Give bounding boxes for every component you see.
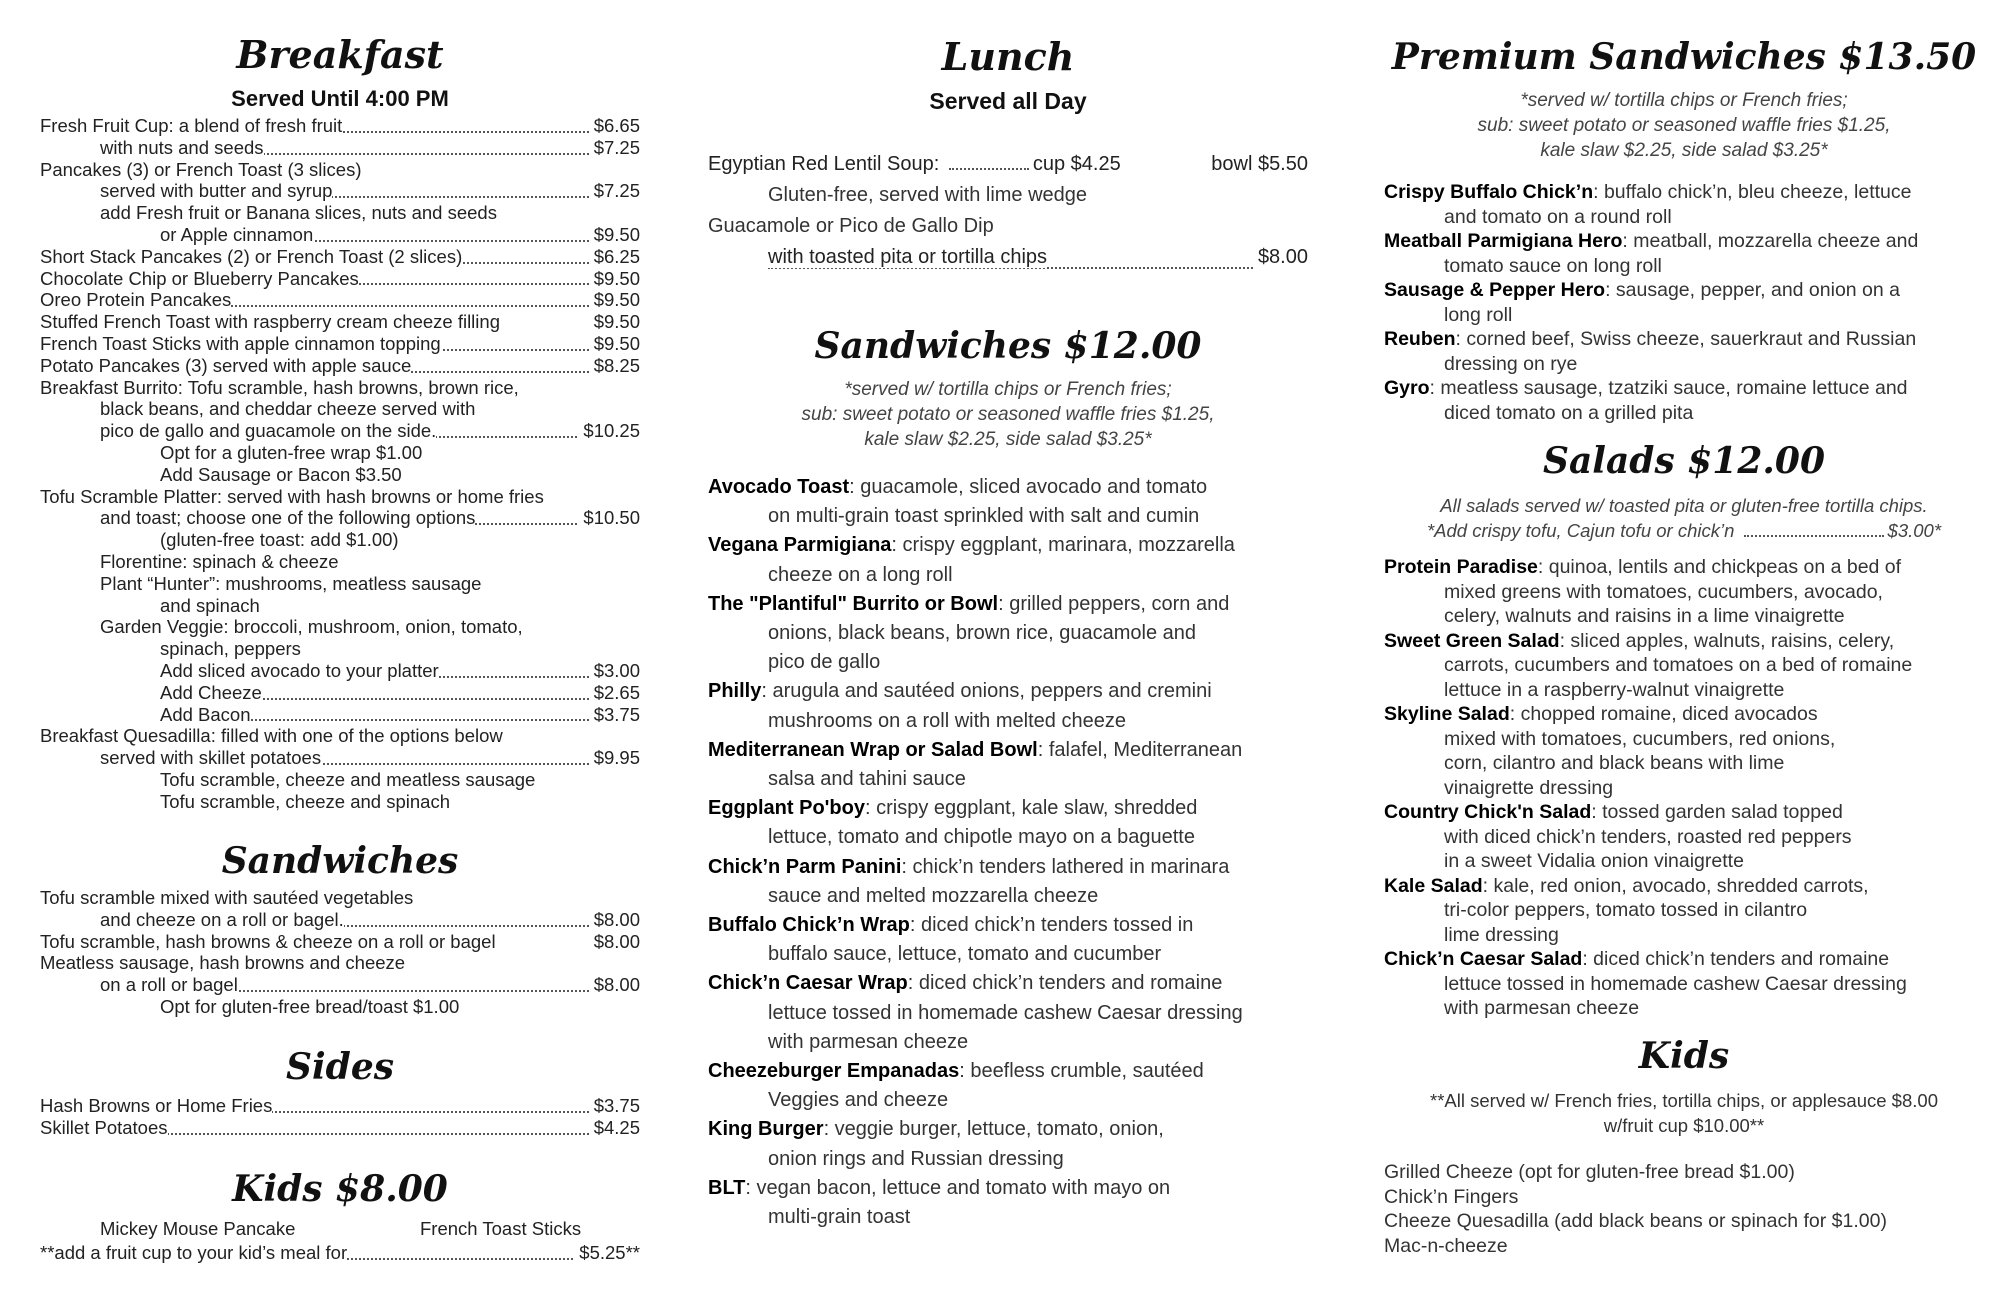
menu-line xyxy=(40,551,640,573)
menu-line-text: Breakfast Quesadilla: filled with one of the options below xyxy=(40,725,503,747)
menu-line-text: Pancakes (3) or French Toast (3 slices) xyxy=(40,158,362,180)
menu-line-price: $4.25 xyxy=(590,1117,640,1139)
menu-item-desc-cont: mixed greens with tomatoes, cucumbers, avocado, xyxy=(1444,580,1883,603)
menu-item-desc: : beefless crumble, sautéed xyxy=(959,1060,1204,1083)
soup-line xyxy=(708,149,1308,180)
kids-right-notes: **All served w/ French fries, tortilla chips, or applesauce $8.00 w/fruit cup $10.00** xyxy=(1430,1090,1938,1136)
menu-line-text: Tofu scramble, cheeze and meatless sausage xyxy=(160,768,536,790)
menu-line-text: and toast; choose one of the following options xyxy=(100,507,476,529)
menu-line xyxy=(40,224,640,246)
menu-line-text: Florentine: spinach & cheeze xyxy=(100,550,339,572)
menu-line-text: Breakfast Burrito: Tofu scramble, hash browns, brown rice, xyxy=(40,376,519,398)
kids-right-title: Kids xyxy=(1638,1035,1730,1077)
menu-line xyxy=(40,573,640,595)
salads-notes: All salads served w/ toasted pita or gluten-free tortilla chips. *Add crispy tofu, Cajun tofu or chick’n $3.00* xyxy=(1384,493,1984,543)
menu-item xyxy=(1384,327,1984,376)
menu-item-name: BLT xyxy=(708,1176,746,1199)
menu-line xyxy=(40,595,640,617)
menu-item-desc-cont: on multi-grain toast sprinkled with salt and cumin xyxy=(768,505,1200,528)
menu-line xyxy=(40,952,640,974)
menu-line-text: (gluten-free toast: add $1.00) xyxy=(160,529,399,551)
menu-item-desc-cont: carrots, cucumbers and tomatoes on a bed of romaine xyxy=(1444,654,1913,676)
menu-item xyxy=(708,531,1308,589)
menu-line-text: with nuts and seeds xyxy=(100,136,264,158)
menu-line xyxy=(40,442,640,464)
menu-item xyxy=(708,911,1308,969)
soup-bowl-price: bowl $5.50 xyxy=(1211,153,1308,175)
menu-item xyxy=(708,473,1308,531)
menu-item-desc: : sliced apples, walnuts, raisins, celery, xyxy=(1559,629,1895,652)
menu-item xyxy=(708,853,1308,911)
menu-item-name: Chick’n Parm Panini xyxy=(708,855,902,878)
menu-item-desc-cont: with parmesan cheeze xyxy=(768,1030,969,1053)
menu-item-desc: : quinoa, lentils and chickpeas on a bed of xyxy=(1537,556,1902,578)
sides-title: Sides xyxy=(285,1046,395,1088)
menu-line xyxy=(40,660,640,682)
menu-line-text: Add Bacon xyxy=(160,703,251,725)
menu-item-desc: : corned beef, Swiss cheeze, sauerkraut and Russian xyxy=(1455,328,1917,350)
kids-menu-item: Chick’n Fingers xyxy=(1384,1185,1519,1208)
menu-line xyxy=(40,137,640,159)
menu-line-text: pico de gallo and guacamole on the side. xyxy=(100,420,437,442)
menu-item-name: Sausage & Pepper Hero xyxy=(1384,279,1606,301)
menu-item-desc: : falafel, Mediterranean xyxy=(1037,738,1243,761)
sandwiches-left-title: Sandwiches xyxy=(221,840,459,882)
menu-item-name: Cheezeburger Empanadas xyxy=(708,1060,960,1083)
menu-line-price: $8.00 xyxy=(590,974,640,996)
menu-line-price: $7.25 xyxy=(590,180,640,202)
menu-line xyxy=(40,355,640,377)
menu-item-desc-cont: and tomato on a round roll xyxy=(1444,205,1672,228)
menu-item-name: Philly xyxy=(708,680,762,703)
menu-line xyxy=(40,887,640,909)
menu-item-desc-cont: corn, cilantro and black beans with lime xyxy=(1444,752,1785,774)
sandwiches-left-list xyxy=(40,887,640,1018)
menu-line xyxy=(40,311,640,333)
dip-name: Guacamole or Pico de Gallo Dip xyxy=(708,215,994,237)
menu-line xyxy=(40,289,640,311)
menu-item-desc: : arugula and sautéed onions, peppers and cremini xyxy=(761,680,1212,703)
menu-line xyxy=(40,377,640,399)
soup-name: Egyptian Red Lentil Soup: xyxy=(708,153,940,175)
menu-line-text: Tofu scramble mixed with sautéed vegetables xyxy=(40,887,414,908)
menu-line-text: Fresh Fruit Cup: a blend of fresh fruit xyxy=(40,115,343,136)
menu-item-name: Skyline Salad xyxy=(1384,703,1510,725)
sandwiches-mid-list xyxy=(708,473,1308,1232)
menu-line-text: on a roll or bagel xyxy=(100,974,238,996)
menu-item-desc-cont: buffalo sauce, lettuce, tomato and cucumber xyxy=(768,943,1162,966)
menu-item-name: Protein Paradise xyxy=(1384,556,1538,578)
menu-line-text: or Apple cinnamon xyxy=(160,223,314,245)
menu-line xyxy=(40,909,640,931)
breakfast-subtitle: Served Until 4:00 PM xyxy=(231,86,449,111)
menu-line xyxy=(40,616,640,638)
menu-item xyxy=(1384,229,1984,278)
menu-item-desc: : veggie burger, lettuce, tomato, onion, xyxy=(823,1118,1164,1141)
menu-item xyxy=(1384,278,1984,327)
menu-line xyxy=(40,159,640,181)
dip-line: with toasted pita or tortilla chips $8.00 xyxy=(708,242,1308,273)
menu-line xyxy=(40,725,640,747)
kids-right-list xyxy=(1384,1160,1984,1258)
sandwiches-mid-title: Sandwiches $12.00 xyxy=(814,325,1202,367)
menu-item-desc: : kale, red onion, avocado, shredded carrots, xyxy=(1482,874,1869,897)
menu-item-name: Kale Salad xyxy=(1384,874,1483,897)
menu-line xyxy=(40,529,640,551)
menu-item xyxy=(708,794,1308,852)
kids-item-french-toast: French Toast Sticks xyxy=(420,1218,582,1239)
menu-line xyxy=(40,1117,640,1139)
menu-item-desc-cont: onions, black beans, brown rice, guacamole and xyxy=(768,622,1197,645)
menu-item-name: Chick’n Caesar Wrap xyxy=(708,972,908,995)
menu-line-price: $8.25 xyxy=(590,355,640,377)
menu-item-desc-cont: in a sweet Vidalia onion vinaigrette xyxy=(1444,850,1744,872)
menu-line xyxy=(40,931,640,953)
menu-item-name: Eggplant Po'boy xyxy=(708,797,865,820)
premium-list xyxy=(1384,180,1984,425)
kids-item-pancake: Mickey Mouse Pancake xyxy=(100,1218,296,1239)
menu-item xyxy=(708,677,1308,735)
menu-line xyxy=(40,180,640,202)
menu-line xyxy=(40,268,640,290)
menu-line-text: Skillet Potatoes xyxy=(40,1116,168,1138)
menu-line-text: add Fresh fruit or Banana slices, nuts and seeds xyxy=(100,202,497,224)
menu-item-desc-cont: celery, walnuts and raisins in a lime vinaigrette xyxy=(1444,605,1845,627)
menu-item xyxy=(1384,555,1984,629)
menu-line-text: and spinach xyxy=(160,594,260,616)
menu-item-name: Gyro xyxy=(1384,377,1430,399)
menu-item-name: The "Plantiful" Burrito or Bowl xyxy=(708,592,999,615)
menu-item-desc: : buffalo chick’n, bleu cheeze, lettuce xyxy=(1593,181,1912,203)
menu-item-desc-cont: cheeze on a long roll xyxy=(768,563,953,586)
menu-item-desc-cont: onion rings and Russian dressing xyxy=(768,1147,1064,1170)
menu-item xyxy=(708,1174,1308,1232)
menu-line-text: Tofu scramble, hash browns & cheeze on a roll or bagel xyxy=(40,930,496,952)
breakfast-list xyxy=(40,115,640,813)
kids-left-title: Kids $8.00 xyxy=(232,1168,448,1210)
menu-item-desc-cont: salsa and tahini sauce xyxy=(768,768,966,791)
menu-item-desc-cont: tomato sauce on long roll xyxy=(1444,254,1662,277)
salads-title: Salads $12.00 xyxy=(1542,440,1826,482)
menu-line xyxy=(40,704,640,726)
menu-line-text: Oreo Protein Pancakes xyxy=(40,289,232,311)
menu-item-desc-cont: dressing on rye xyxy=(1444,352,1578,375)
menu-item-desc-cont: pico de gallo xyxy=(768,651,881,674)
menu-item-desc: : vegan bacon, lettuce and tomato with mayo on xyxy=(745,1176,1171,1199)
lunch-soup-dip xyxy=(708,149,1308,273)
menu-item-desc: : diced chick’n tenders and romaine xyxy=(907,972,1223,995)
menu-item-name: Mediterranean Wrap or Salad Bowl xyxy=(708,738,1038,761)
menu-line-text: Stuffed French Toast with raspberry cream cheeze filling xyxy=(40,311,500,333)
menu-line xyxy=(40,996,640,1018)
menu-item-desc: : crispy eggplant, marinara, mozzarella xyxy=(891,534,1235,557)
menu-item xyxy=(1384,629,1984,703)
menu-line-text: Short Stack Pancakes (2) or French Toast (2 slices) xyxy=(40,245,463,267)
menu-line-text: Potato Pancakes (3) served with apple sauce xyxy=(40,354,412,376)
menu-item-desc-cont: long roll xyxy=(1444,303,1513,326)
menu-line-price: $9.50 xyxy=(590,268,640,290)
menu-line-price: $6.65 xyxy=(590,115,640,137)
menu-item-desc-cont: mushrooms on a roll with melted cheeze xyxy=(768,709,1126,732)
menu-line-price: $9.50 xyxy=(590,224,640,246)
menu-item-desc: : meatless sausage, tzatziki sauce, romaine lettuce and xyxy=(1429,377,1908,399)
menu-item-name: Meatball Parmigiana Hero xyxy=(1384,230,1623,252)
sandwiches-mid-notes: *served w/ tortilla chips or French fries; sub: sweet potato or seasoned waffle fries $1.25, kale slaw $2.25, side salad $3.25* xyxy=(801,379,1215,450)
menu-line-text: Garden Veggie: broccoli, mushroom, onion, tomato, xyxy=(100,616,523,638)
menu-line-text: Tofu Scramble Platter: served with hash browns or home fries xyxy=(40,485,544,507)
menu-line-text: Tofu scramble, cheeze and spinach xyxy=(160,790,451,812)
menu-line-text: served with butter and syrup xyxy=(100,180,333,202)
menu-line xyxy=(40,246,640,268)
menu-item-name: Avocado Toast xyxy=(708,476,850,498)
menu-line-price: $8.00 xyxy=(590,909,640,931)
menu-line-text: and cheeze on a roll or bagel. xyxy=(100,908,344,930)
menu-item-desc-cont: Veggies and cheeze xyxy=(768,1089,949,1112)
menu-line xyxy=(40,791,640,813)
menu-item-desc: : diced chick’n tenders and romaine xyxy=(1582,948,1890,970)
salads-addon: *Add crispy tofu, Cajun tofu or chick’n $3.00* xyxy=(1426,520,1942,541)
menu-line-text: Add sliced avocado to your platter xyxy=(160,659,439,681)
menu-line-price: $3.00 xyxy=(590,660,640,682)
menu-item-desc-cont: lettuce tossed in homemade cashew Caesar dressing xyxy=(768,1001,1243,1024)
menu-line xyxy=(40,507,640,529)
menu-item-name: Country Chick'n Salad xyxy=(1384,801,1592,823)
menu-item xyxy=(1384,947,1984,1021)
soup-cup-price: cup $4.25 xyxy=(1032,153,1121,175)
menu-line-price: $8.00 xyxy=(590,931,640,953)
menu-line-text: spinach, peppers xyxy=(160,638,301,660)
menu-item-desc: : chopped romaine, diced avocados xyxy=(1509,703,1818,725)
menu-item-name: Vegana Parmigiana xyxy=(708,534,892,557)
menu-item xyxy=(708,1115,1308,1173)
menu-line-price: $3.75 xyxy=(590,704,640,726)
menu-item xyxy=(708,969,1308,1057)
kids-menu-item: Grilled Cheeze (opt for gluten-free bread $1.00) xyxy=(1384,1161,1795,1183)
menu-item xyxy=(1384,874,1984,948)
menu-line-price: $10.50 xyxy=(579,507,640,529)
menu-line xyxy=(40,464,640,486)
menu-line xyxy=(40,202,640,224)
menu-item-desc: : tossed garden salad topped xyxy=(1591,801,1843,823)
soup-desc: Gluten-free, served with lime wedge xyxy=(768,184,1088,206)
menu-line-price: $9.50 xyxy=(590,333,640,355)
menu-line-text: Chocolate Chip or Blueberry Pancakes xyxy=(40,267,359,289)
menu-item-name: Sweet Green Salad xyxy=(1384,629,1560,652)
menu-item xyxy=(1384,180,1984,229)
menu-item xyxy=(1384,800,1984,874)
menu-item-desc-cont: vinaigrette dressing xyxy=(1444,776,1614,799)
menu-item-desc: : guacamole, sliced avocado and tomato xyxy=(849,476,1208,498)
menu-line-price: $10.25 xyxy=(579,420,640,442)
menu-line-text: served with skillet potatoes xyxy=(100,747,322,769)
menu-line-price: $9.50 xyxy=(590,289,640,311)
menu-item-desc-cont: with diced chick’n tenders, roasted red peppers xyxy=(1444,825,1852,848)
menu-item-desc: : crispy eggplant, kale slaw, shredded xyxy=(864,797,1198,820)
kids-menu-item: Cheeze Quesadilla (add black beans or spinach for $1.00) xyxy=(1384,1210,1887,1232)
premium-title: Premium Sandwiches $13.50 xyxy=(1391,36,1977,78)
menu-line-text: Hash Browns or Home Fries xyxy=(40,1095,273,1116)
menu-line-text: French Toast Sticks with apple cinnamon topping xyxy=(40,332,441,354)
salads-list xyxy=(1384,555,1984,1021)
menu-item-desc-cont: multi-grain toast xyxy=(768,1206,911,1229)
menu-item-desc-cont: with parmesan cheeze xyxy=(1444,997,1640,1019)
menu-line xyxy=(40,769,640,791)
menu-line-price: $3.75 xyxy=(590,1095,640,1117)
menu-line xyxy=(40,333,640,355)
menu-line xyxy=(40,682,640,704)
menu-item-desc-cont: tri-color peppers, tomato tossed in cilantro xyxy=(1444,899,1808,921)
menu-item xyxy=(708,1057,1308,1115)
kids-left-note: **add a fruit cup to your kid’s meal for $5.25** xyxy=(40,1242,640,1263)
menu-item xyxy=(1384,702,1984,800)
menu-line-text: Meatless sausage, hash browns and cheeze xyxy=(40,952,406,974)
menu-line xyxy=(40,115,640,137)
menu-item-desc: : chick’n tenders lathered in marinara xyxy=(901,855,1230,878)
breakfast-title: Breakfast xyxy=(236,32,444,77)
menu-item-desc-cont: diced tomato on a grilled pita xyxy=(1444,401,1694,424)
menu-line-text: Add Sausage or Bacon $3.50 xyxy=(160,463,402,485)
menu-item-name: Reuben xyxy=(1384,328,1456,350)
menu-line-price: $9.50 xyxy=(590,311,640,333)
menu-item-desc-cont: sauce and melted mozzarella cheeze xyxy=(768,884,1099,907)
menu-item-name: Crispy Buffalo Chick’n xyxy=(1384,181,1594,203)
lunch-title: Lunch xyxy=(941,34,1075,79)
menu-line-text: Plant “Hunter”: mushrooms, meatless sausage xyxy=(100,572,482,594)
menu-line-text: Opt for a gluten-free wrap $1.00 xyxy=(160,441,423,463)
menu-line xyxy=(40,398,640,420)
menu-line-price: $9.95 xyxy=(590,747,640,769)
menu-line-text: Add Cheeze xyxy=(160,681,262,703)
menu-line-text: Opt for gluten-free bread/toast $1.00 xyxy=(160,995,460,1017)
menu-line xyxy=(40,974,640,996)
menu-item-desc: : sausage, pepper, and onion on a xyxy=(1605,279,1901,301)
menu-item-desc: : meatball, mozzarella cheeze and xyxy=(1622,230,1919,252)
menu-line xyxy=(40,486,640,508)
kids-menu-item: Mac-n-cheeze xyxy=(1384,1234,1508,1257)
menu-line xyxy=(40,420,640,442)
menu-item-name: Chick’n Caesar Salad xyxy=(1384,948,1583,970)
menu-item-desc-cont: mixed with tomatoes, cucumbers, red onions, xyxy=(1444,727,1836,750)
menu-item-name: Buffalo Chick’n Wrap xyxy=(708,914,910,937)
menu-item-desc: : diced chick’n tenders tossed in xyxy=(909,914,1194,937)
menu-item xyxy=(708,736,1308,794)
menu-item-desc-cont: lettuce tossed in homemade cashew Caesar dressing xyxy=(1444,972,1907,995)
menu-item-desc: : grilled peppers, corn and xyxy=(998,592,1230,615)
sides-list xyxy=(40,1095,640,1139)
menu-line xyxy=(40,747,640,769)
menu-line xyxy=(40,638,640,660)
lunch-subtitle: Served all Day xyxy=(929,88,1087,114)
menu-item-desc-cont: lime dressing xyxy=(1444,923,1559,946)
menu-item xyxy=(1384,376,1984,425)
menu-line-price: $2.65 xyxy=(590,682,640,704)
menu-item-desc-cont: lettuce, tomato and chipotle mayo on a baguette xyxy=(768,826,1195,849)
menu-line-price: $7.25 xyxy=(590,137,640,159)
premium-notes: *served w/ tortilla chips or French fries; sub: sweet potato or seasoned waffle fries $1.25, kale slaw $2.25, side salad $3.25* xyxy=(1477,90,1891,161)
menu-line-price: $6.25 xyxy=(590,246,640,268)
menu-item-name: King Burger xyxy=(708,1118,824,1141)
menu-item-desc-cont: lettuce in a raspberry-walnut vinaigrette xyxy=(1444,678,1785,701)
menu-item xyxy=(708,590,1308,678)
menu-line xyxy=(40,1095,640,1117)
menu-line-text: black beans, and cheddar cheeze served with xyxy=(100,398,476,420)
